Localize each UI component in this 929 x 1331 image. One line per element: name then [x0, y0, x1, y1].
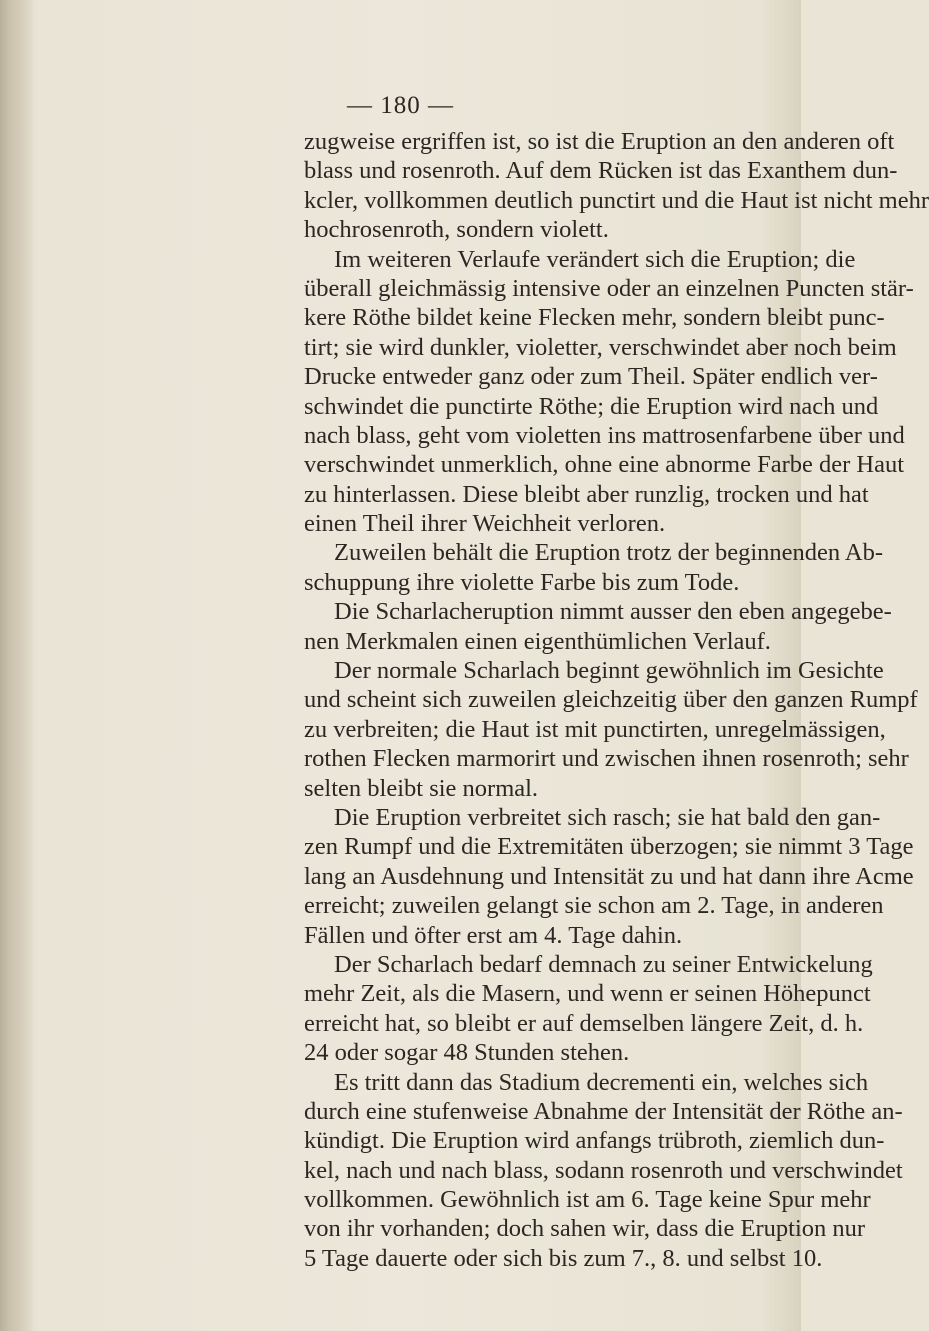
text-line: und scheint sich zuweilen gleichzeitig über den ganzen Rumpf [304, 686, 918, 714]
text-line: nen Merkmalen einen eigenthümlichen Verlauf. [304, 627, 771, 655]
text-line: Fällen und öfter erst am 4. Tage dahin. [304, 921, 683, 949]
text-line: Drucke entweder ganz oder zum Theil. Später endlich ver- [304, 363, 878, 391]
text-line: kere Röthe bildet keine Flecken mehr, sondern bleibt punc- [304, 304, 885, 332]
text-line: verschwindet unmerklich, ohne eine abnorme Farbe der Haut [304, 451, 905, 479]
text-line: 5 Tage dauerte oder sich bis zum 7., 8. und selbst 10. [304, 1244, 823, 1272]
text-line: blass und rosenroth. Auf dem Rücken ist das Exanthem dun- [304, 157, 898, 185]
text-line: nach blass, geht vom violetten ins mattrosenfarbene über und [304, 421, 905, 449]
text-line: Es tritt dann das Stadium decrementi ein, welches sich [334, 1068, 869, 1096]
text-line: tirt; sie wird dunkler, violetter, verschwindet aber noch beim [304, 333, 897, 361]
text-line: hochrosenroth, sondern violett. [304, 216, 609, 244]
text-line: 24 oder sogar 48 Stunden stehen. [304, 1039, 630, 1067]
text-line: kcler, vollkommen deutlich punctirt und die Haut ist nicht mehr [304, 186, 929, 214]
text-line: schuppung ihre violette Farbe bis zum Tode. [304, 568, 740, 596]
text-line: überall gleichmässig intensive oder an einzelnen Puncten stär- [304, 274, 914, 302]
text-line: Zuweilen behält die Eruption trotz der beginnenden Ab- [334, 539, 884, 567]
text-line: Der Scharlach bedarf demnach zu seiner Entwickelung [334, 950, 873, 978]
text-line: erreicht hat, so bleibt er auf demselben längere Zeit, d. h. [304, 1009, 864, 1037]
text-line: Im weiteren Verlaufe verändert sich die Eruption; die [334, 245, 856, 273]
text-line: lang an Ausdehnung und Intensität zu und hat dann ihre Acme [304, 862, 914, 890]
text-line: Der normale Scharlach beginnt gewöhnlich im Gesichte [334, 657, 884, 685]
text-line: schwindet die punctirte Röthe; die Eruption wird nach und [304, 392, 879, 420]
text-line: zen Rumpf und die Extremitäten überzogen; sie nimmt 3 Tage [304, 833, 914, 861]
text-line: rothen Flecken marmorirt und zwischen ihnen rosenroth; sehr [304, 745, 909, 773]
text-line: zugweise ergriffen ist, so ist die Eruption an den anderen oft [304, 128, 895, 155]
text-line: kündigt. Die Eruption wird anfangs trübroth, ziemlich dun- [304, 1127, 885, 1155]
text-line: Die Eruption verbreitet sich rasch; sie hat bald den gan- [334, 803, 881, 831]
text-line: von ihr vorhanden; doch sahen wir, dass die Eruption nur [304, 1215, 866, 1243]
text-line: kel, nach und nach blass, sodann rosenroth und verschwindet [304, 1156, 903, 1184]
text-line: einen Theil ihrer Weichheit verloren. [304, 510, 666, 538]
text-line: zu verbreiten; die Haut ist mit punctirten, unregelmässigen, [304, 715, 886, 743]
text-line: durch eine stufenweise Abnahme der Intensität der Röthe an- [304, 1097, 903, 1125]
text-line: vollkommen. Gewöhnlich ist am 6. Tage keine Spur mehr [304, 1186, 871, 1214]
text-line: selten bleibt sie normal. [304, 774, 539, 802]
text-line: erreicht; zuweilen gelangt sie schon am 2. Tage, in anderen [304, 892, 884, 920]
page-binding-edge [0, 0, 34, 1331]
body-text [304, 127, 929, 1273]
text-line: zu hinterlassen. Diese bleibt aber runzlig, trocken und hat [304, 480, 869, 508]
text-line: Die Scharlacheruption nimmt ausser den eben angegebe- [334, 598, 892, 626]
text-line: mehr Zeit, als die Masern, und wenn er seinen Höhepunct [304, 980, 871, 1008]
page-number: — 180 — [347, 92, 454, 119]
